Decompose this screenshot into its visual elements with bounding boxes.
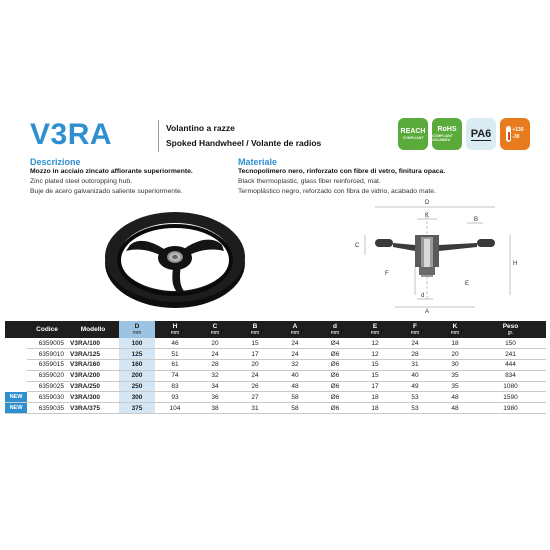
cell-model: V3RA/300 (67, 392, 119, 403)
cell-weight: 444 (475, 360, 546, 371)
col-K: K mm (435, 321, 475, 338)
cell-h: 93 (155, 392, 195, 403)
cell-code: 6359030 (27, 392, 67, 403)
cell-code: 6359015 (27, 360, 67, 371)
cell-k: 48 (435, 392, 475, 403)
label-F: F (385, 271, 389, 277)
rohs-label: RoHS (437, 126, 457, 133)
cell-h: 74 (155, 370, 195, 381)
cell-d: 300 (119, 392, 155, 403)
cell-c: 28 (195, 360, 235, 371)
certification-badges (398, 118, 530, 150)
cell-a: 24 (275, 349, 315, 360)
col-new (5, 321, 27, 338)
cell-d: 100 (119, 338, 155, 349)
materiale-es: Termoplástico negro, reforzado con fibra de vidrio, acabado mate. (238, 188, 436, 195)
cell-e: 15 (355, 360, 395, 371)
col-d: d mm (315, 321, 355, 338)
thermometer-icon (506, 126, 511, 142)
cell-weight: 834 (475, 370, 546, 381)
product-subtitle-it: Volantino a razze (166, 123, 235, 133)
cell-f: 40 (395, 370, 435, 381)
col-H: H mm (155, 321, 195, 338)
col-model: Modello (67, 321, 119, 338)
cell-d: Ø6 (315, 370, 355, 381)
new-badge (5, 338, 27, 349)
cell-code: 6359010 (27, 349, 67, 360)
materiale-en: Black thermoplastic, glass fiber reinforced, mat. (238, 178, 381, 185)
cell-f: 28 (395, 349, 435, 360)
label-B: B (474, 217, 479, 223)
cell-k: 35 (435, 370, 475, 381)
cell-d: 375 (119, 403, 155, 414)
reach-badge (398, 118, 428, 150)
cell-c: 20 (195, 338, 235, 349)
label-A: A (425, 309, 430, 313)
descrizione-es: Buje de acero galvanizado saliente superiormente. (30, 188, 183, 195)
reach-label: REACH (400, 128, 426, 135)
cell-e: 12 (355, 338, 395, 349)
cell-f: 24 (395, 338, 435, 349)
technical-drawing (335, 195, 525, 313)
table-row (5, 392, 546, 403)
table-row (5, 381, 546, 392)
col-code: Codice (27, 321, 67, 338)
cell-weight: 1980 (475, 403, 546, 414)
cell-b: 31 (235, 403, 275, 414)
col-weight: Peso gr. (475, 321, 546, 338)
cell-b: 17 (235, 349, 275, 360)
table-row (5, 338, 546, 349)
col-E: E mm (355, 321, 395, 338)
new-badge: NEW (5, 403, 27, 414)
cell-k: 48 (435, 403, 475, 414)
cell-h: 46 (155, 338, 195, 349)
descrizione-it: Mozzo in acciaio zincato affiorante superiormente. (30, 168, 193, 175)
cell-c: 38 (195, 403, 235, 414)
cell-model: V3RA/375 (67, 403, 119, 414)
table-row (5, 360, 546, 371)
col-A: A mm (275, 321, 315, 338)
cell-d: Ø4 (315, 338, 355, 349)
dimensions-table (5, 321, 546, 414)
cell-a: 48 (275, 381, 315, 392)
product-subtitle-en: Spoked Handwheel / Volante de radios (166, 138, 322, 148)
cell-f: 31 (395, 360, 435, 371)
col-C: C mm (195, 321, 235, 338)
material-label: PA6 (470, 127, 492, 140)
label-D: D (425, 200, 430, 206)
col-D: D mm (119, 321, 155, 338)
temp-max: +130 (512, 127, 524, 133)
materiale-title: Materiale (238, 157, 278, 167)
cell-b: 15 (235, 338, 275, 349)
cell-k: 30 (435, 360, 475, 371)
cell-d: 125 (119, 349, 155, 360)
rohs-badge (432, 118, 462, 150)
cell-code: 6359005 (27, 338, 67, 349)
cell-b: 26 (235, 381, 275, 392)
materiale-it: Tecnopolimero nero, rinforzato con fibre di vetro, finitura opaca. (238, 168, 446, 175)
label-C: C (355, 243, 360, 249)
cell-k: 20 (435, 349, 475, 360)
cell-c: 32 (195, 370, 235, 381)
cell-h: 51 (155, 349, 195, 360)
descrizione-title: Descrizione (30, 157, 81, 167)
table-header-row (5, 321, 546, 338)
cell-e: 12 (355, 349, 395, 360)
new-badge (5, 370, 27, 381)
cell-code: 6359035 (27, 403, 67, 414)
col-B: B mm (235, 321, 275, 338)
cell-code: 6359025 (27, 381, 67, 392)
cell-f: 49 (395, 381, 435, 392)
cell-a: 58 (275, 403, 315, 414)
cell-e: 15 (355, 370, 395, 381)
cell-b: 20 (235, 360, 275, 371)
handwheel-product-image (100, 205, 250, 310)
cell-h: 61 (155, 360, 195, 371)
cell-b: 24 (235, 370, 275, 381)
label-H: H (513, 261, 518, 267)
cell-b: 27 (235, 392, 275, 403)
title-divider (158, 120, 159, 152)
cell-k: 18 (435, 338, 475, 349)
label-d: d (421, 293, 425, 299)
cell-a: 40 (275, 370, 315, 381)
new-badge (5, 360, 27, 371)
table-row (5, 370, 546, 381)
cell-c: 34 (195, 381, 235, 392)
cell-d: 200 (119, 370, 155, 381)
cell-model: V3RA/200 (67, 370, 119, 381)
cell-code: 6359020 (27, 370, 67, 381)
cell-d: 160 (119, 360, 155, 371)
cell-weight: 150 (475, 338, 546, 349)
temperature-badge (500, 118, 530, 150)
cell-model: V3RA/100 (67, 338, 119, 349)
product-title: V3RA (30, 118, 113, 151)
label-E: E (465, 281, 470, 287)
cell-e: 17 (355, 381, 395, 392)
cell-weight: 241 (475, 349, 546, 360)
cell-d: 250 (119, 381, 155, 392)
table-row (5, 349, 546, 360)
cell-weight: 1590 (475, 392, 546, 403)
material-badge (466, 118, 496, 150)
cell-model: V3RA/250 (67, 381, 119, 392)
reach-sub: COMPLIANT (402, 136, 424, 140)
cell-d: Ø6 (315, 392, 355, 403)
cell-c: 24 (195, 349, 235, 360)
cell-e: 18 (355, 392, 395, 403)
cell-a: 24 (275, 338, 315, 349)
cell-a: 32 (275, 360, 315, 371)
cell-f: 53 (395, 403, 435, 414)
cell-model: V3RA/160 (67, 360, 119, 371)
new-badge: NEW (5, 392, 27, 403)
table-row (5, 403, 546, 414)
cell-d: Ø6 (315, 360, 355, 371)
cell-weight: 1080 (475, 381, 546, 392)
col-F: F mm (395, 321, 435, 338)
descrizione-en: Zinc plated steel outcropping hub. (30, 178, 133, 185)
cell-h: 104 (155, 403, 195, 414)
cell-d: Ø6 (315, 381, 355, 392)
cell-d: Ø6 (315, 403, 355, 414)
new-badge (5, 381, 27, 392)
new-badge (5, 349, 27, 360)
cell-k: 35 (435, 381, 475, 392)
rohs-sub: COMPLIANT 2011/65/EU (432, 134, 453, 142)
cell-a: 58 (275, 392, 315, 403)
cell-d: Ø6 (315, 349, 355, 360)
table-body (5, 338, 546, 414)
temp-min: -30 (512, 134, 520, 140)
cell-f: 53 (395, 392, 435, 403)
label-K: K (425, 213, 430, 219)
cell-c: 36 (195, 392, 235, 403)
cell-h: 83 (155, 381, 195, 392)
cell-model: V3RA/125 (67, 349, 119, 360)
cell-e: 18 (355, 403, 395, 414)
